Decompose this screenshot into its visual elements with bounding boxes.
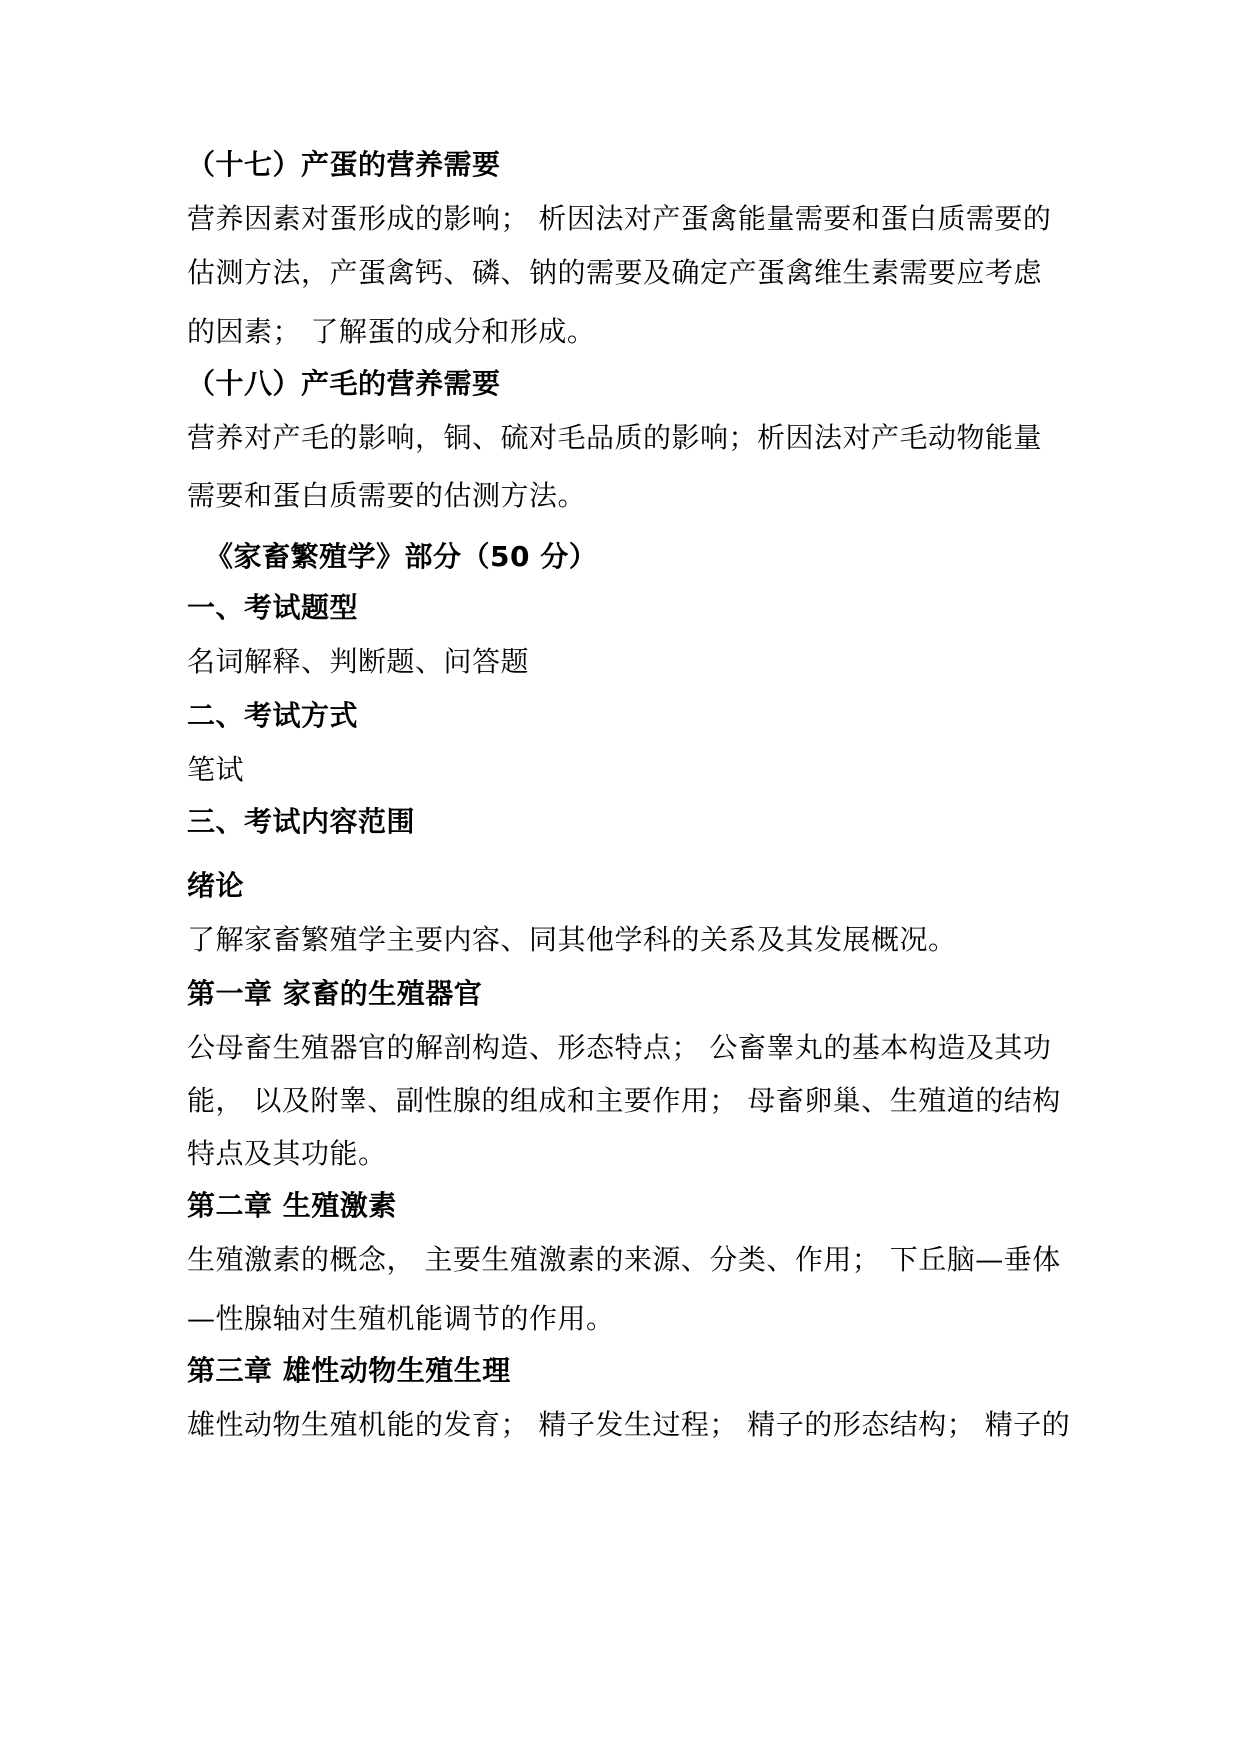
section-heading: （十八）产毛的营养需要 <box>187 367 501 400</box>
part-title: 《家畜繁殖学》部分（50 分） <box>205 540 598 573</box>
paragraph-line: 公母畜生殖器官的解剖构造、形态特点； 公畜睾丸的基本构造及其功 <box>187 1031 1052 1064</box>
paragraph-line: 估测方法，产蛋禽钙、磷、钠的需要及确定产蛋禽维生素需要应考虑 <box>187 256 1043 289</box>
chapter-heading: 第一章 家畜的生殖器官 <box>187 977 483 1010</box>
chapter-heading: 第二章 生殖激素 <box>187 1189 397 1222</box>
paragraph-line: 生殖激素的概念， 主要生殖激素的来源、分类、作用； 下丘脑—垂体 <box>187 1243 1061 1276</box>
section-heading: 三、考试内容范围 <box>187 805 416 838</box>
paragraph-line: 营养因素对蛋形成的影响； 析因法对产蛋禽能量需要和蛋白质需要的 <box>187 202 1052 235</box>
section-heading: （十七）产蛋的营养需要 <box>187 148 501 181</box>
chapter-heading: 第三章 雄性动物生殖生理 <box>187 1354 511 1387</box>
paragraph-line: 营养对产毛的影响，铜、硫对毛品质的影响；析因法对产毛动物能量 <box>187 421 1043 454</box>
paragraph-line: 能， 以及附睾、副性腺的组成和主要作用； 母畜卵巢、生殖道的结构 <box>187 1084 1061 1117</box>
section-heading: 二、考试方式 <box>187 699 359 732</box>
paragraph-line: 笔试 <box>187 753 245 786</box>
paragraph-line: 了解家畜繁殖学主要内容、同其他学科的关系及其发展概况。 <box>187 923 957 956</box>
paragraph-line: 的因素； 了解蛋的成分和形成。 <box>187 315 596 348</box>
paragraph-line: 雄性动物生殖机能的发育； 精子发生过程； 精子的形态结构； 精子的 <box>187 1408 1071 1441</box>
section-heading: 绪论 <box>187 869 245 902</box>
paragraph-line: 需要和蛋白质需要的估测方法。 <box>187 479 587 512</box>
paragraph-line: 名词解释、判断题、问答题 <box>187 645 530 678</box>
paragraph-line: 特点及其功能。 <box>187 1137 387 1170</box>
paragraph-line: —性腺轴对生殖机能调节的作用。 <box>187 1302 615 1335</box>
section-heading: 一、考试题型 <box>187 591 359 624</box>
